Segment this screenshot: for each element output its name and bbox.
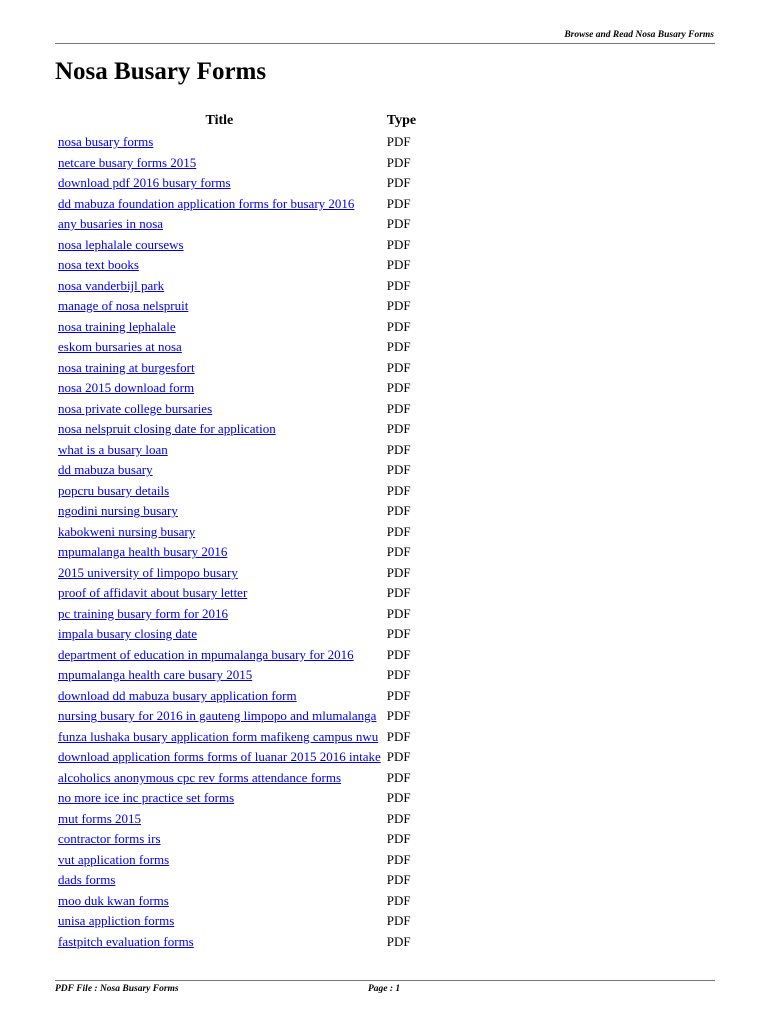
table-row: [55, 235, 450, 256]
table-header-row: [55, 110, 450, 132]
type-cell: PDF: [386, 626, 411, 642]
header-divider: [55, 43, 715, 44]
table-row: [55, 358, 450, 379]
document-link[interactable]: nosa lephalale coursews: [58, 236, 184, 252]
type-cell: PDF: [386, 421, 411, 437]
document-link[interactable]: nosa training lephalale: [58, 318, 176, 334]
type-cell: PDF: [386, 318, 411, 334]
title-cell: [55, 194, 384, 215]
table-row: [55, 788, 450, 809]
table-row: [55, 501, 450, 522]
table-row: [55, 317, 450, 338]
document-link[interactable]: fastpitch evaluation forms: [58, 933, 194, 949]
table-row: [55, 665, 450, 686]
document-link[interactable]: download pdf 2016 busary forms: [58, 175, 231, 191]
title-cell: [55, 358, 384, 379]
title-cell: [55, 337, 384, 358]
type-cell: PDF: [386, 216, 411, 232]
title-cell: [55, 522, 384, 543]
page-title: Nosa Busary Forms: [55, 58, 267, 85]
title-cell: [55, 727, 384, 748]
document-link[interactable]: nosa nelspruit closing date for application: [58, 421, 276, 437]
document-link[interactable]: mpumalanga health busary 2016: [58, 544, 228, 560]
document-link[interactable]: 2015 university of limpopo busary: [58, 564, 238, 580]
title-cell: [55, 932, 384, 953]
type-cell: PDF: [386, 195, 411, 211]
title-cell: [55, 255, 384, 276]
type-cell: PDF: [386, 544, 411, 560]
document-link[interactable]: dads forms: [58, 872, 116, 888]
type-cell: PDF: [386, 913, 411, 929]
title-cell: [55, 173, 384, 194]
table-row: [55, 706, 450, 727]
table-row: [55, 932, 450, 953]
column-header-title: Title: [205, 113, 234, 128]
table-row: [55, 132, 450, 153]
title-cell: [55, 624, 384, 645]
type-cell: PDF: [386, 933, 411, 949]
footer-page-number: Page : 1: [368, 984, 401, 994]
type-cell: PDF: [386, 831, 411, 847]
table-row: [55, 870, 450, 891]
table-row: [55, 481, 450, 502]
document-link[interactable]: vut application forms: [58, 851, 170, 867]
title-cell: [55, 911, 384, 932]
title-cell: [55, 891, 384, 912]
document-link[interactable]: nosa private college bursaries: [58, 400, 213, 416]
title-cell: [55, 317, 384, 338]
type-cell: PDF: [386, 441, 411, 457]
type-cell: PDF: [386, 175, 411, 191]
type-cell: PDF: [386, 872, 411, 888]
footer-divider: [55, 980, 715, 981]
document-link[interactable]: nosa 2015 download form: [58, 380, 195, 396]
title-cell: [55, 501, 384, 522]
title-cell: [55, 563, 384, 584]
table-row: [55, 850, 450, 871]
type-cell: PDF: [386, 359, 411, 375]
type-cell: PDF: [386, 605, 411, 621]
table-row: [55, 460, 450, 481]
title-cell: [55, 604, 384, 625]
table-row: [55, 604, 450, 625]
document-link[interactable]: proof of affidavit about busary letter: [58, 585, 248, 601]
table-row: [55, 522, 450, 543]
document-link[interactable]: nosa vanderbijl park: [58, 277, 165, 293]
document-link[interactable]: department of education in mpumalanga busary for 2016: [58, 646, 354, 662]
type-cell: PDF: [386, 851, 411, 867]
table-row: [55, 173, 450, 194]
document-link[interactable]: mpumalanga health care busary 2015: [58, 667, 253, 683]
title-cell: [55, 440, 384, 461]
footer-file-label: PDF File : Nosa Busary Forms: [55, 984, 179, 994]
title-cell: [55, 788, 384, 809]
title-cell: [55, 296, 384, 317]
table-body: [55, 132, 450, 952]
table-row: [55, 276, 450, 297]
table-row: [55, 624, 450, 645]
document-link[interactable]: mut forms 2015: [58, 810, 142, 826]
type-cell: PDF: [386, 503, 411, 519]
type-cell: PDF: [386, 564, 411, 580]
document-link[interactable]: download application forms forms of luanar 2015 2016 intake: [58, 749, 381, 765]
type-cell: PDF: [386, 687, 411, 703]
title-cell: [55, 399, 384, 420]
document-link[interactable]: kabokweni nursing busary: [58, 523, 196, 539]
document-link[interactable]: what is a busary loan: [58, 441, 168, 457]
document-link[interactable]: funza lushaka busary application form mafikeng campus nwu: [58, 728, 379, 744]
type-cell: PDF: [386, 646, 411, 662]
type-cell: PDF: [386, 298, 411, 314]
document-link[interactable]: download dd mabuza busary application form: [58, 687, 297, 703]
type-cell: PDF: [386, 667, 411, 683]
table-row: [55, 214, 450, 235]
type-cell: PDF: [386, 749, 411, 765]
type-cell: PDF: [386, 339, 411, 355]
document-link[interactable]: dd mabuza busary: [58, 462, 153, 478]
table-row: [55, 583, 450, 604]
table-row: [55, 255, 450, 276]
table-row: [55, 419, 450, 440]
type-cell: PDF: [386, 154, 411, 170]
type-cell: PDF: [386, 585, 411, 601]
title-cell: [55, 665, 384, 686]
document-link[interactable]: nosa training at burgesfort: [58, 359, 195, 375]
table-row: [55, 378, 450, 399]
document-link[interactable]: popcru busary details: [58, 482, 170, 498]
table-row: [55, 194, 450, 215]
document-link[interactable]: any busaries in nosa: [58, 216, 164, 232]
title-cell: [55, 542, 384, 563]
document-link[interactable]: manage of nosa nelspruit: [58, 298, 189, 314]
type-cell: PDF: [386, 400, 411, 416]
table-row: [55, 891, 450, 912]
type-cell: PDF: [386, 277, 411, 293]
type-cell: PDF: [386, 892, 411, 908]
document-link[interactable]: unisa appliction forms: [58, 913, 175, 929]
column-header-type: Type: [386, 113, 417, 128]
table-row: [55, 440, 450, 461]
type-cell: PDF: [386, 810, 411, 826]
document-link[interactable]: dd mabuza foundation application forms for busary 2016: [58, 195, 355, 211]
table-row: [55, 563, 450, 584]
title-cell: [55, 809, 384, 830]
header-note: Browse and Read Nosa Busary Forms: [564, 30, 714, 40]
title-cell: [55, 870, 384, 891]
title-cell: [55, 214, 384, 235]
type-cell: PDF: [386, 790, 411, 806]
table-row: [55, 686, 450, 707]
table-row: [55, 747, 450, 768]
title-cell: [55, 132, 384, 153]
table-row: [55, 829, 450, 850]
table-row: [55, 809, 450, 830]
title-cell: [55, 153, 384, 174]
title-cell: [55, 829, 384, 850]
document-link[interactable]: no more ice inc practice set forms: [58, 790, 235, 806]
table-row: [55, 337, 450, 358]
table-row: [55, 768, 450, 789]
document-link[interactable]: netcare busary forms 2015: [58, 154, 197, 170]
title-cell: [55, 235, 384, 256]
table-row: [55, 153, 450, 174]
document-link[interactable]: contractor forms irs: [58, 831, 161, 847]
document-link[interactable]: impala busary closing date: [58, 626, 197, 642]
title-cell: [55, 378, 384, 399]
type-cell: PDF: [386, 728, 411, 744]
document-link[interactable]: ngodini nursing busary: [58, 503, 178, 519]
type-cell: PDF: [386, 523, 411, 539]
title-cell: [55, 768, 384, 789]
document-table: [55, 110, 450, 952]
title-cell: [55, 419, 384, 440]
document-link[interactable]: eskom bursaries at nosa: [58, 339, 182, 355]
title-cell: [55, 460, 384, 481]
table-row: [55, 911, 450, 932]
type-cell: PDF: [386, 257, 411, 273]
title-cell: [55, 645, 384, 666]
table-row: [55, 645, 450, 666]
title-cell: [55, 747, 384, 768]
title-cell: [55, 686, 384, 707]
document-link[interactable]: nursing busary for 2016 in gauteng limpopo and mlumalanga: [58, 708, 377, 724]
title-cell: [55, 706, 384, 727]
document-link[interactable]: nosa busary forms: [58, 134, 154, 150]
title-cell: [55, 850, 384, 871]
type-cell: PDF: [386, 462, 411, 478]
table-row: [55, 399, 450, 420]
table-row: [55, 296, 450, 317]
document-link[interactable]: pc training busary form for 2016: [58, 605, 229, 621]
document-link[interactable]: nosa text books: [58, 257, 139, 273]
type-cell: PDF: [386, 482, 411, 498]
document-link[interactable]: moo duk kwan forms: [58, 892, 169, 908]
document-link[interactable]: alcoholics anonymous cpc rev forms attendance forms: [58, 769, 342, 785]
title-cell: [55, 481, 384, 502]
type-cell: PDF: [386, 708, 411, 724]
type-cell: PDF: [386, 380, 411, 396]
table-row: [55, 542, 450, 563]
type-cell: PDF: [386, 769, 411, 785]
title-cell: [55, 276, 384, 297]
table-row: [55, 727, 450, 748]
type-cell: PDF: [386, 134, 411, 150]
title-cell: [55, 583, 384, 604]
type-cell: PDF: [386, 236, 411, 252]
